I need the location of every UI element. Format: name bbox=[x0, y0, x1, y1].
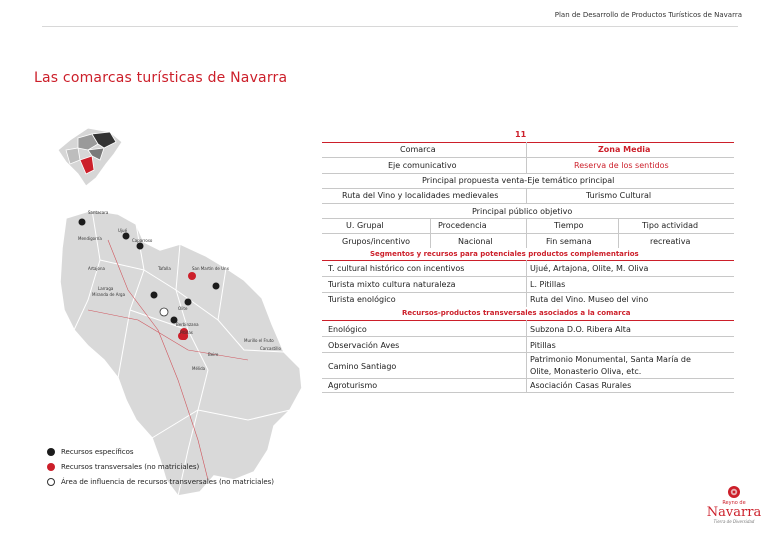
publico-value: Nacional bbox=[458, 237, 493, 246]
divider bbox=[322, 218, 734, 219]
place-label: Tafalla bbox=[158, 266, 171, 271]
legend-item bbox=[47, 448, 134, 456]
place-label: San Martín de Unx bbox=[192, 266, 229, 271]
recurso-resources: Pitillas bbox=[530, 341, 556, 350]
divider bbox=[322, 352, 734, 353]
specific-resource-marker bbox=[185, 299, 192, 306]
place-label: Larraga bbox=[98, 286, 114, 291]
divider bbox=[430, 218, 431, 248]
logo-line1: Reyno de bbox=[722, 500, 746, 506]
eje-label: Eje comunicativo bbox=[388, 161, 457, 170]
principal-label: Principal propuesta venta-Eje temático principal bbox=[422, 176, 615, 185]
specific-resource-marker bbox=[137, 243, 144, 250]
place-label: Carcastillo bbox=[260, 346, 281, 351]
recurso-product: Camino Santiago bbox=[328, 362, 397, 371]
place-label: Ujué bbox=[118, 228, 128, 233]
place-label: Santacara bbox=[88, 210, 109, 215]
section-rule bbox=[322, 320, 734, 321]
recurso-product: Observación Aves bbox=[328, 341, 400, 350]
navarra-locator-inset bbox=[58, 128, 122, 186]
divider bbox=[526, 142, 527, 173]
legend-label: Recursos específicos bbox=[61, 448, 134, 456]
recurso-product: Enológico bbox=[328, 325, 367, 334]
transversal-resource-marker bbox=[188, 272, 196, 280]
specific-resource-marker bbox=[213, 283, 220, 290]
place-label: Caparroso bbox=[132, 238, 153, 243]
eje-value: Reserva de los sentidos bbox=[574, 161, 669, 170]
place-label: Murillo el Fruto bbox=[244, 338, 274, 343]
divider bbox=[322, 157, 734, 158]
divider bbox=[322, 173, 734, 174]
segment-name: Turista enológico bbox=[328, 295, 396, 304]
table-bottom-rule bbox=[322, 392, 734, 393]
recurso-resources: Asociación Casas Rurales bbox=[530, 381, 632, 390]
divider bbox=[322, 203, 734, 204]
place-label: Mélida bbox=[192, 366, 206, 371]
place-label: Pitillas bbox=[180, 330, 193, 335]
recursos-heading: Recursos-productos transversales asociados a la comarca bbox=[402, 309, 631, 317]
header-divider bbox=[42, 26, 738, 27]
place-label: Beire bbox=[208, 352, 219, 357]
comarca-map bbox=[48, 120, 328, 500]
section-rule bbox=[322, 260, 734, 261]
divider bbox=[526, 320, 527, 392]
divider bbox=[322, 188, 734, 189]
divider bbox=[618, 218, 619, 248]
recurso-resources: Patrimonio Monumental, Santa María de bbox=[530, 355, 691, 364]
divider bbox=[322, 336, 734, 337]
principal-right: Turismo Cultural bbox=[586, 191, 652, 200]
logo-line3: Tierra de Diversidad bbox=[713, 519, 755, 524]
divider bbox=[526, 218, 527, 248]
segment-resources: Ruta del Vino. Museo del vino bbox=[530, 295, 649, 304]
recurso-product: Agroturismo bbox=[328, 381, 378, 390]
publico-value: Fin semana bbox=[546, 237, 592, 246]
segment-resources: L. Pitillas bbox=[530, 280, 566, 289]
segment-name: T. cultural histórico con incentivos bbox=[328, 264, 465, 273]
legend-item bbox=[47, 463, 199, 471]
divider bbox=[322, 292, 734, 293]
table-top-rule bbox=[322, 142, 734, 143]
publico-header: U. Grupal bbox=[346, 221, 384, 230]
segment-resources: Ujué, Artajona, Olite, M. Oliva bbox=[530, 264, 649, 273]
legend-item bbox=[47, 478, 274, 486]
comarca-value: Zona Media bbox=[598, 145, 651, 154]
publico-value: Grupos/incentivo bbox=[342, 237, 411, 246]
divider bbox=[526, 260, 527, 307]
principal-left: Ruta del Vino y localidades medievales bbox=[342, 191, 499, 200]
page-title: Las comarcas turísticas de Navarra bbox=[34, 70, 288, 86]
divider bbox=[322, 233, 734, 234]
specific-resource-marker bbox=[151, 292, 158, 299]
logo-line2: Navarra bbox=[706, 505, 762, 520]
influence-area-marker bbox=[160, 308, 168, 316]
divider bbox=[322, 276, 734, 277]
influence-area-legend-icon bbox=[47, 478, 55, 486]
legend-label: Área de influencia de recursos transversales (no matriciales) bbox=[61, 478, 275, 486]
transversal-resource-legend-icon bbox=[47, 463, 55, 471]
publico-value: recreativa bbox=[650, 237, 691, 246]
publico-header: Tipo actividad bbox=[642, 221, 699, 230]
recurso-resources-cont: Olite, Monasterio Oliva, etc. bbox=[530, 367, 642, 376]
document-header: Plan de Desarrollo de Productos Turísticos de Navarra bbox=[554, 11, 742, 19]
segmentos-heading: Segmentos y recursos para potenciales productos complementarios bbox=[370, 250, 639, 258]
place-label: Olite bbox=[178, 306, 188, 311]
publico-label: Principal público objetivo bbox=[472, 207, 573, 216]
rose-emblem-icon bbox=[727, 485, 741, 499]
segment-name: Turista mixto cultura naturaleza bbox=[328, 280, 456, 289]
publico-header: Tiempo bbox=[554, 221, 584, 230]
place-label: Artajona bbox=[88, 266, 105, 271]
divider bbox=[526, 188, 527, 203]
specific-resource-marker bbox=[123, 233, 130, 240]
zone-number: 11 bbox=[515, 130, 527, 139]
legend-label: Recursos transversales (no matriciales) bbox=[61, 463, 200, 471]
place-label: Miranda de Arga bbox=[92, 292, 126, 297]
reyno-de-navarra-logo bbox=[704, 483, 764, 533]
place-label: Berbinzana bbox=[176, 322, 199, 327]
specific-resource-legend-icon bbox=[47, 448, 55, 456]
divider bbox=[322, 378, 734, 379]
place-label: Mendigorría bbox=[78, 236, 102, 241]
recurso-resources: Subzona D.O. Ribera Alta bbox=[530, 325, 631, 334]
comarca-label: Comarca bbox=[400, 145, 436, 154]
publico-header: Procedencia bbox=[438, 221, 487, 230]
specific-resource-marker bbox=[79, 219, 86, 226]
